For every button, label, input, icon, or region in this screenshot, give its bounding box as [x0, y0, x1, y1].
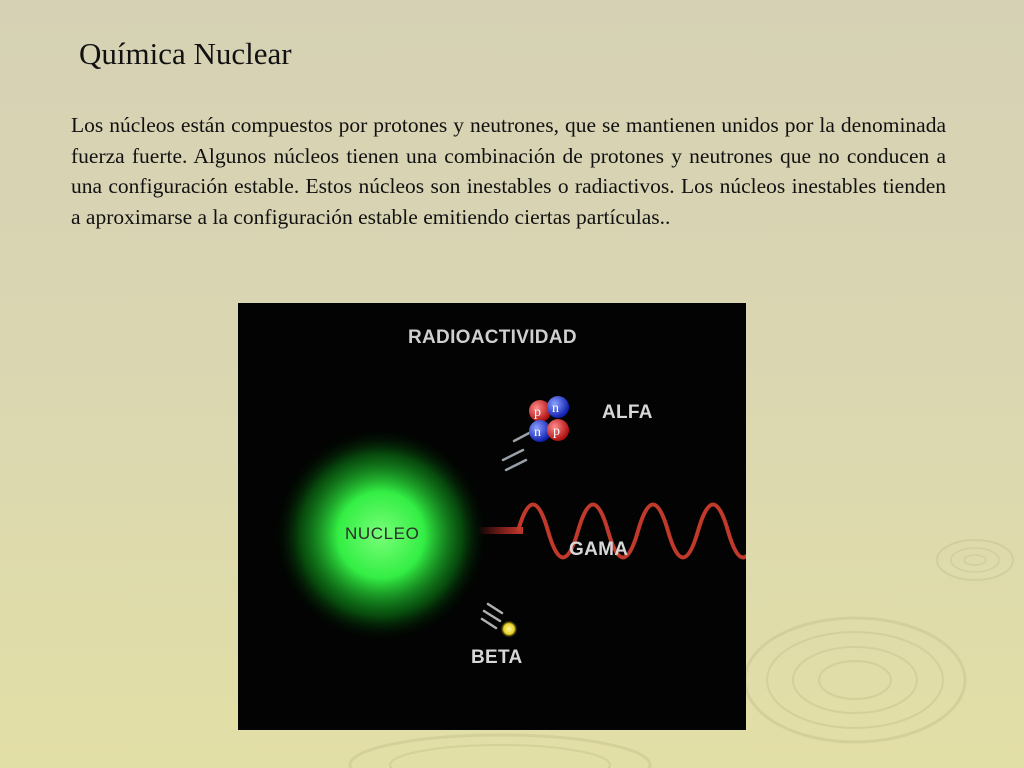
proton-letter: p — [534, 405, 541, 420]
figure-title: RADIOACTIVIDAD — [408, 327, 577, 348]
beta-label: BETA — [471, 647, 523, 668]
slide-body-text: Los núcleos están compuestos por protones y neutrones, que se mantienen unidos por la denominada fuerza fuerte. Algunos núcleos tienen una combinación de protones y neutrones que no conducen a una configuración estable. Estos núcleos son inestables o radiactivos. Los núcleos inestables tienden a aproximarse a la configuración estable emitiendo ciertas partículas.. — [71, 113, 946, 229]
beta-particle — [500, 620, 518, 638]
proton-letter: p — [553, 424, 560, 439]
neutron-letter: n — [552, 401, 559, 416]
neutron-letter: n — [534, 425, 541, 440]
alpha-particle — [529, 396, 569, 442]
alfa-label: ALFA — [602, 402, 653, 423]
slide-title: Química Nuclear — [79, 36, 292, 71]
gama-label: GAMA — [569, 539, 629, 560]
gamma-wave — [518, 505, 746, 558]
beta-motion-lines — [482, 604, 502, 628]
alpha-motion-lines — [503, 432, 531, 470]
radioactivity-figure — [238, 303, 746, 730]
nucleo-label: NUCLEO — [345, 524, 420, 543]
